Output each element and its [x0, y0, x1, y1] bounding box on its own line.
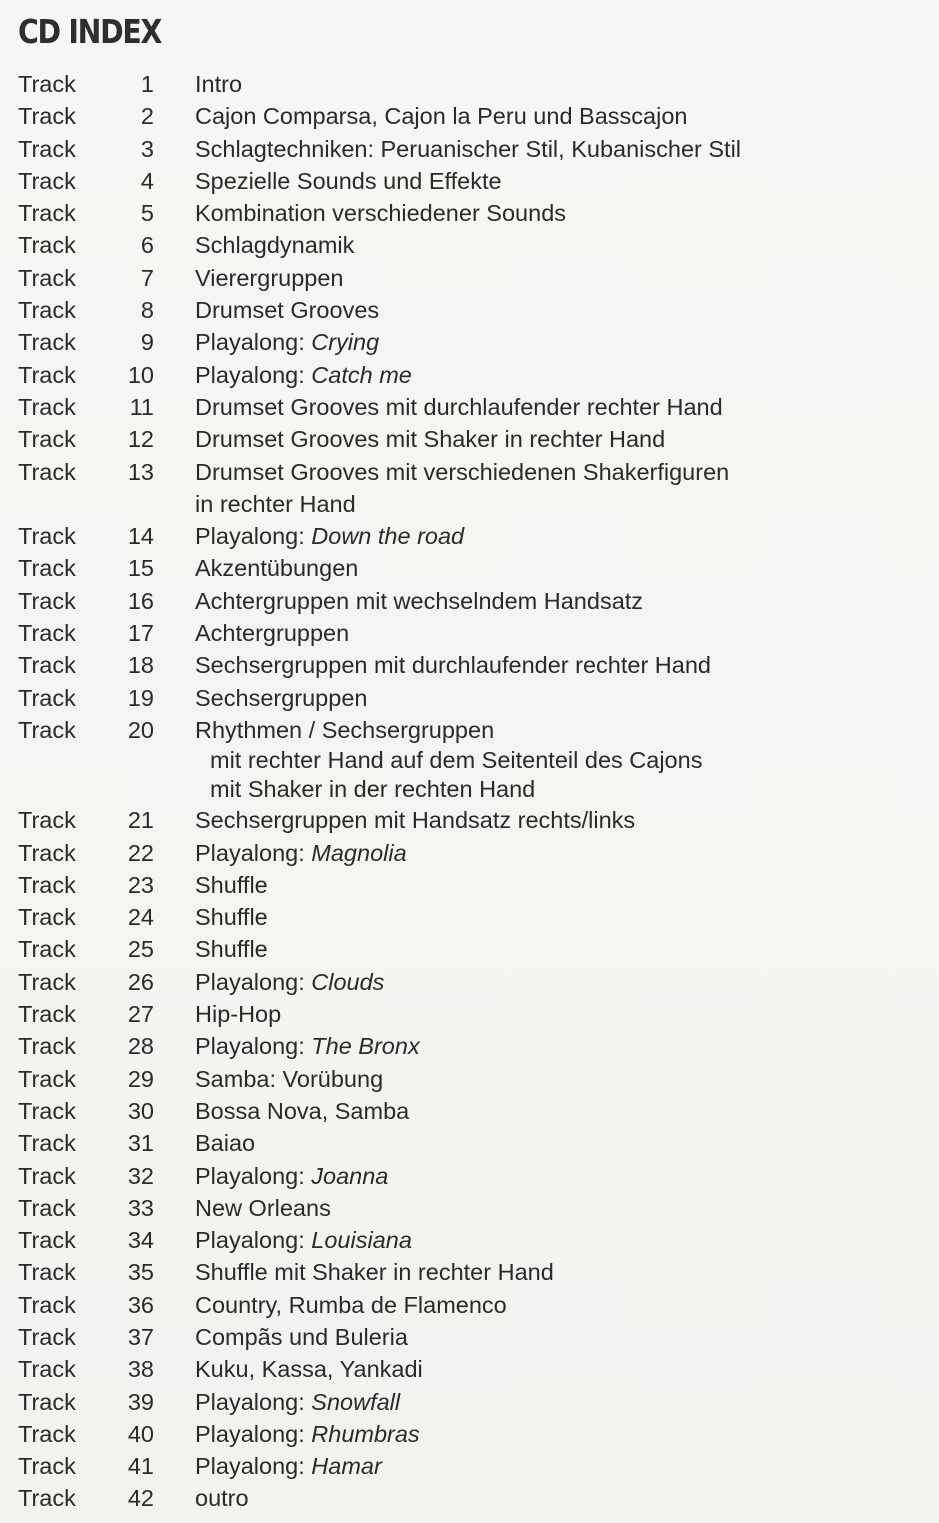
track-row — [18, 391, 918, 423]
track-label: Track — [18, 393, 76, 420]
track-label: Track — [18, 1194, 76, 1221]
track-number: 4 — [140, 167, 154, 194]
track-title — [154, 901, 918, 933]
track-title — [154, 966, 918, 998]
track-number: 36 — [127, 1291, 154, 1318]
track-number: 9 — [140, 329, 154, 356]
track-label: Track — [18, 458, 76, 485]
track-title-line — [195, 1160, 918, 1192]
track-label: Track — [18, 1356, 76, 1383]
track-title-line — [195, 359, 918, 391]
track-title — [154, 229, 918, 261]
track-number: 22 — [127, 839, 154, 866]
track-row — [18, 100, 918, 132]
track-label: Track — [18, 684, 76, 711]
track-subtitle: mit rechter Hand auf dem Seitenteil des Cajons — [210, 747, 703, 774]
track-label: Track — [18, 839, 76, 866]
track-row — [18, 617, 918, 649]
track-row — [18, 649, 918, 681]
track-title — [154, 837, 918, 869]
track-label: Track — [18, 167, 76, 194]
playalong-prefix: Playalong: — [195, 968, 312, 995]
track-label: Track — [18, 904, 76, 931]
track-number: 7 — [140, 264, 154, 291]
song-title: Snowfall — [311, 1388, 401, 1415]
track-row — [18, 804, 918, 836]
track-title-line — [195, 1418, 918, 1450]
song-title: The Bronx — [311, 1033, 420, 1060]
track-number: 8 — [140, 297, 154, 324]
track-number: 20 — [127, 716, 154, 743]
track-label: Track — [18, 1420, 76, 1447]
song-title: Magnolia — [311, 839, 407, 866]
track-number: 5 — [140, 200, 154, 227]
track-title-line: Samba: Vorübung — [195, 1065, 384, 1092]
track-title — [154, 520, 918, 552]
track-number: 18 — [127, 652, 154, 679]
track-title — [154, 326, 918, 358]
track-title — [154, 391, 918, 423]
track-title — [154, 1450, 918, 1482]
track-number: 16 — [127, 587, 154, 614]
track-number: 25 — [127, 936, 154, 963]
track-row — [18, 933, 918, 965]
track-number: 38 — [127, 1356, 154, 1383]
track-title-line: Baiao — [195, 1130, 256, 1157]
track-title — [154, 1353, 918, 1385]
track-title — [154, 1160, 918, 1192]
track-label: Track — [18, 871, 76, 898]
track-title — [154, 682, 918, 714]
track-title-line: Drumset Grooves mit verschiedenen Shakerfiguren — [195, 458, 730, 485]
track-row — [18, 1450, 918, 1482]
track-row — [18, 1063, 918, 1095]
track-number: 14 — [127, 523, 154, 550]
track-title — [154, 1224, 918, 1256]
track-title — [154, 68, 918, 100]
track-number: 24 — [127, 904, 154, 931]
track-number: 15 — [127, 555, 154, 582]
track-row — [18, 552, 918, 584]
track-row — [18, 1160, 918, 1192]
track-title-line — [195, 1224, 918, 1256]
song-title: Down the road — [311, 523, 465, 550]
track-row — [18, 294, 918, 326]
track-row — [18, 1386, 918, 1418]
track-label: Track — [18, 297, 76, 324]
track-number: 12 — [127, 426, 154, 453]
track-label: Track — [18, 264, 76, 291]
playalong-prefix: Playalong: — [195, 1033, 312, 1060]
track-row — [18, 423, 918, 455]
track-title-line — [195, 520, 918, 552]
track-title — [154, 1063, 918, 1095]
track-label: Track — [18, 1485, 76, 1512]
track-label: Track — [18, 936, 76, 963]
track-title-line: outro — [195, 1485, 249, 1512]
track-title — [154, 1192, 918, 1224]
track-number: 6 — [140, 232, 154, 259]
track-number: 33 — [127, 1194, 154, 1221]
track-title — [154, 1482, 918, 1514]
track-title — [154, 165, 918, 197]
track-label: Track — [18, 652, 76, 679]
track-row — [18, 1418, 918, 1450]
track-number: 11 — [129, 393, 154, 420]
track-title — [154, 649, 918, 681]
playalong-prefix: Playalong: — [195, 329, 312, 356]
track-title — [154, 456, 918, 521]
track-title-line: Sechsergruppen mit durchlaufender rechter Hand — [195, 652, 711, 679]
track-title-line: Shuffle mit Shaker in rechter Hand — [195, 1259, 554, 1286]
song-title: Hamar — [311, 1453, 382, 1480]
track-title — [154, 1030, 918, 1062]
song-title: Crying — [311, 329, 380, 356]
track-number: 2 — [140, 103, 154, 130]
track-label: Track — [18, 555, 76, 582]
track-label: Track — [18, 135, 76, 162]
track-row — [18, 585, 918, 617]
track-row — [18, 68, 918, 100]
track-title — [154, 552, 918, 584]
track-number: 21 — [127, 807, 154, 834]
track-title-line: Cajon Comparsa, Cajon la Peru und Basscajon — [195, 103, 688, 130]
track-number: 17 — [127, 620, 154, 647]
track-title-line: Achtergruppen — [195, 620, 350, 647]
track-title-line: Shuffle — [195, 871, 268, 898]
track-title-line: Compãs und Buleria — [195, 1323, 408, 1350]
track-title-line — [195, 837, 918, 869]
playalong-prefix: Playalong: — [195, 1420, 312, 1447]
track-number: 13 — [127, 458, 154, 485]
track-number: 31 — [127, 1130, 154, 1157]
track-number: 39 — [127, 1388, 154, 1415]
playalong-prefix: Playalong: — [195, 1388, 312, 1415]
track-label: Track — [18, 361, 76, 388]
track-number: 37 — [127, 1323, 154, 1350]
track-number: 42 — [127, 1485, 154, 1512]
playalong-prefix: Playalong: — [195, 839, 312, 866]
track-label: Track — [18, 587, 76, 614]
track-title — [154, 1418, 918, 1450]
track-title-line: Kuku, Kassa, Yankadi — [195, 1356, 423, 1383]
track-row — [18, 456, 918, 521]
track-title — [154, 359, 918, 391]
track-title-line: Vierergruppen — [195, 264, 344, 291]
track-subtitle: mit Shaker in der rechten Hand — [210, 776, 536, 803]
track-label: Track — [18, 200, 76, 227]
track-label: Track — [18, 968, 76, 995]
track-title — [154, 133, 918, 165]
track-row — [18, 1030, 918, 1062]
track-row — [18, 682, 918, 714]
track-title — [154, 933, 918, 965]
track-title-line: Hip-Hop — [195, 1001, 282, 1028]
track-label: Track — [18, 71, 76, 97]
track-number: 3 — [140, 135, 154, 162]
track-row — [18, 998, 918, 1030]
track-row — [18, 197, 918, 229]
track-row — [18, 1289, 918, 1321]
track-title — [154, 197, 918, 229]
track-label: Track — [18, 1097, 76, 1124]
song-title: Clouds — [311, 968, 385, 995]
track-title-line: Drumset Grooves mit durchlaufender rechter Hand — [195, 393, 723, 420]
track-title-line: New Orleans — [195, 1194, 331, 1221]
track-title-line: Bossa Nova, Samba — [195, 1097, 410, 1124]
track-title-line: Rhythmen / Sechsergruppen — [195, 716, 495, 743]
track-label: Track — [18, 1259, 76, 1286]
track-title-line: Intro — [195, 71, 243, 97]
track-title — [154, 1289, 918, 1321]
track-number: 26 — [127, 968, 154, 995]
track-row — [18, 133, 918, 165]
track-title — [154, 1127, 918, 1159]
track-row — [18, 326, 918, 358]
song-title: Joanna — [311, 1162, 389, 1189]
track-label: Track — [18, 1453, 76, 1480]
track-title-line: Kombination verschiedener Sounds — [195, 200, 567, 227]
track-number: 27 — [127, 1001, 154, 1028]
track-title — [154, 294, 918, 326]
track-row — [18, 714, 918, 804]
track-title — [154, 617, 918, 649]
track-label: Track — [18, 1065, 76, 1092]
track-label: Track — [18, 1227, 76, 1254]
track-title-line — [195, 1450, 918, 1482]
track-number: 40 — [127, 1420, 154, 1447]
track-label: Track — [18, 523, 76, 550]
track-title-line — [195, 1386, 918, 1418]
song-title: Louisiana — [311, 1227, 412, 1254]
track-title-line: Schlagtechniken: Peruanischer Stil, Kubanischer Stil — [195, 135, 742, 162]
track-label: Track — [18, 1162, 76, 1189]
track-number: 34 — [127, 1227, 154, 1254]
track-title-line: Akzentübungen — [195, 555, 359, 582]
track-row — [18, 1224, 918, 1256]
track-label: Track — [18, 716, 76, 743]
track-row — [18, 837, 918, 869]
track-row — [18, 1353, 918, 1385]
track-row — [18, 262, 918, 294]
playalong-prefix: Playalong: — [195, 1227, 312, 1254]
track-title-line: Country, Rumba de Flamenco — [195, 1291, 507, 1318]
track-row — [18, 1256, 918, 1288]
track-title-line — [195, 326, 918, 358]
track-label: Track — [18, 232, 76, 259]
track-number: 41 — [127, 1453, 154, 1480]
track-row — [18, 1192, 918, 1224]
song-title: Catch me — [311, 361, 412, 388]
track-row — [18, 1095, 918, 1127]
track-label: Track — [18, 103, 76, 130]
track-number: 10 — [127, 361, 154, 388]
track-title — [154, 869, 918, 901]
track-title — [154, 1095, 918, 1127]
track-title-line: Sechsergruppen — [195, 684, 368, 711]
track-row — [18, 1482, 918, 1514]
page-title: CD INDEX — [18, 12, 162, 51]
track-title-line: Drumset Grooves — [195, 297, 380, 324]
track-label: Track — [18, 1130, 76, 1157]
track-title — [154, 585, 918, 617]
track-row — [18, 1127, 918, 1159]
playalong-prefix: Playalong: — [195, 361, 312, 388]
track-title — [154, 100, 918, 132]
track-row — [18, 966, 918, 998]
track-row — [18, 1321, 918, 1353]
track-row — [18, 165, 918, 197]
track-title-line: Schlagdynamik — [195, 232, 355, 259]
track-title-line: Shuffle — [195, 904, 268, 931]
track-title-continuation: in rechter Hand — [195, 490, 356, 517]
track-number: 23 — [127, 871, 154, 898]
track-label: Track — [18, 1388, 76, 1415]
track-title-line: Spezielle Sounds und Effekte — [195, 167, 502, 194]
track-row — [18, 229, 918, 261]
playalong-prefix: Playalong: — [195, 1162, 312, 1189]
track-title — [154, 1321, 918, 1353]
track-number: 1 — [140, 71, 154, 97]
track-list — [18, 68, 918, 1515]
track-label: Track — [18, 620, 76, 647]
track-label: Track — [18, 807, 76, 834]
song-title: Rhumbras — [311, 1420, 420, 1447]
playalong-prefix: Playalong: — [195, 523, 312, 550]
track-row — [18, 520, 918, 552]
track-row — [18, 869, 918, 901]
track-label: Track — [18, 1001, 76, 1028]
track-row — [18, 901, 918, 933]
track-title — [154, 804, 918, 836]
track-label: Track — [18, 1033, 76, 1060]
track-title-line — [195, 1030, 918, 1062]
track-title — [154, 423, 918, 455]
track-title-line — [195, 966, 918, 998]
track-label: Track — [18, 426, 76, 453]
track-title — [154, 998, 918, 1030]
track-title — [154, 1386, 918, 1418]
track-title-line: Achtergruppen mit wechselndem Handsatz — [195, 587, 644, 614]
track-title — [154, 714, 918, 804]
track-title — [154, 262, 918, 294]
track-title-line: Shuffle — [195, 936, 268, 963]
track-label: Track — [18, 1291, 76, 1318]
track-title-line: Sechsergruppen mit Handsatz rechts/links — [195, 807, 636, 834]
track-number: 32 — [127, 1162, 154, 1189]
track-number: 19 — [127, 684, 154, 711]
track-number: 29 — [127, 1065, 154, 1092]
track-number: 35 — [127, 1259, 154, 1286]
track-title-line: Drumset Grooves mit Shaker in rechter Hand — [195, 426, 666, 453]
track-row — [18, 359, 918, 391]
track-number: 30 — [127, 1097, 154, 1124]
track-title — [154, 1256, 918, 1288]
track-label: Track — [18, 1323, 76, 1350]
playalong-prefix: Playalong: — [195, 1453, 312, 1480]
track-number: 28 — [127, 1033, 154, 1060]
track-label: Track — [18, 329, 76, 356]
